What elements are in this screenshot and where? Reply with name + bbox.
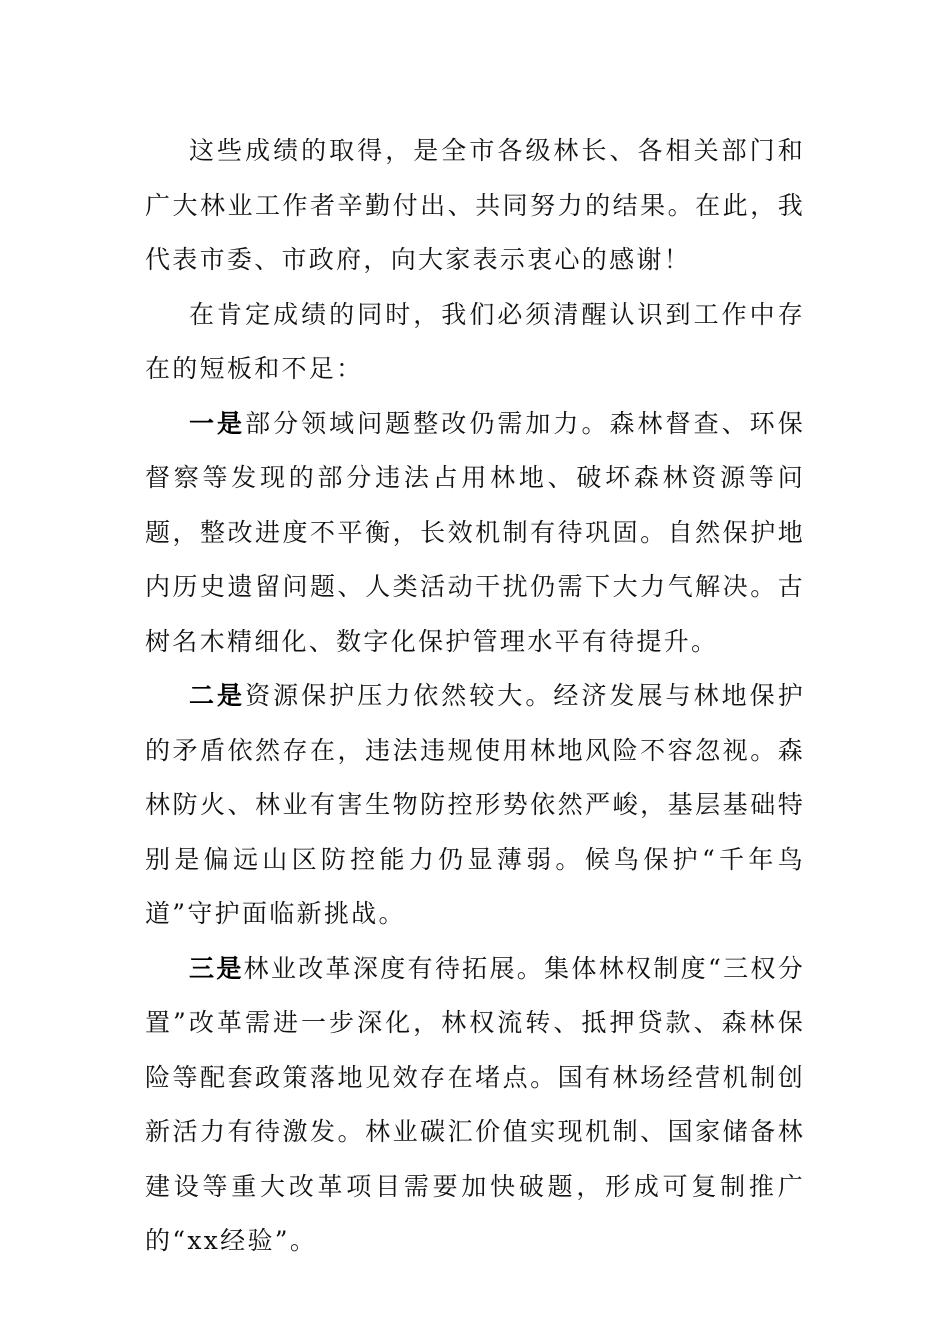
paragraph-point-two	[145, 669, 805, 942]
paragraph-acknowledgement	[145, 124, 805, 288]
paragraph-lead: 一是	[189, 408, 246, 438]
paragraph-text: 这些成绩的取得，是全市各级林长、各相关部门和广大林业工作者辛勤付出、共同努力的结果。在此，我代表市委、市政府，向大家表示衷心的感谢！	[145, 136, 805, 274]
paragraph-shortcomings-intro	[145, 288, 805, 397]
paragraph-point-three	[145, 942, 805, 1269]
paragraph-lead: 三是	[189, 953, 244, 983]
paragraph-text: 林业改革深度有待拓展。集体林权制度“三权分置”改革需进一步深化，林权流转、抵押贷款、森林保险等配套政策落地见效存在堵点。国有林场经营机制创新活力有待激发。林业碳汇价值实现机制、国家储备林建设等重大改革项目需要加快破题，形成可复制推广的“xx经验”。	[145, 953, 805, 1255]
paragraph-lead: 二是	[189, 681, 246, 710]
document-body	[145, 124, 805, 1269]
paragraph-point-one	[145, 397, 805, 670]
paragraph-text: 部分领域问题整改仍需加力。森林督查、环保督察等发现的部分违法占用林地、破坏森林资源等问题，整改进度不平衡，长效机制有待巩固。自然保护地内历史遗留问题、人类活动干扰仍需下大力气解决。古树名木精细化、数字化保护管理水平有待提升。	[145, 408, 805, 656]
paragraph-text: 资源保护压力依然较大。经济发展与林地保护的矛盾依然存在，违法违规使用林地风险不容忽视。森林防火、林业有害生物防控形势依然严峻，基层基础特别是偏远山区防控能力仍显薄弱。候鸟保护“千年鸟道”守护面临新挑战。	[145, 681, 805, 928]
paragraph-text: 在肯定成绩的同时，我们必须清醒认识到工作中存在的短板和不足：	[145, 299, 805, 383]
